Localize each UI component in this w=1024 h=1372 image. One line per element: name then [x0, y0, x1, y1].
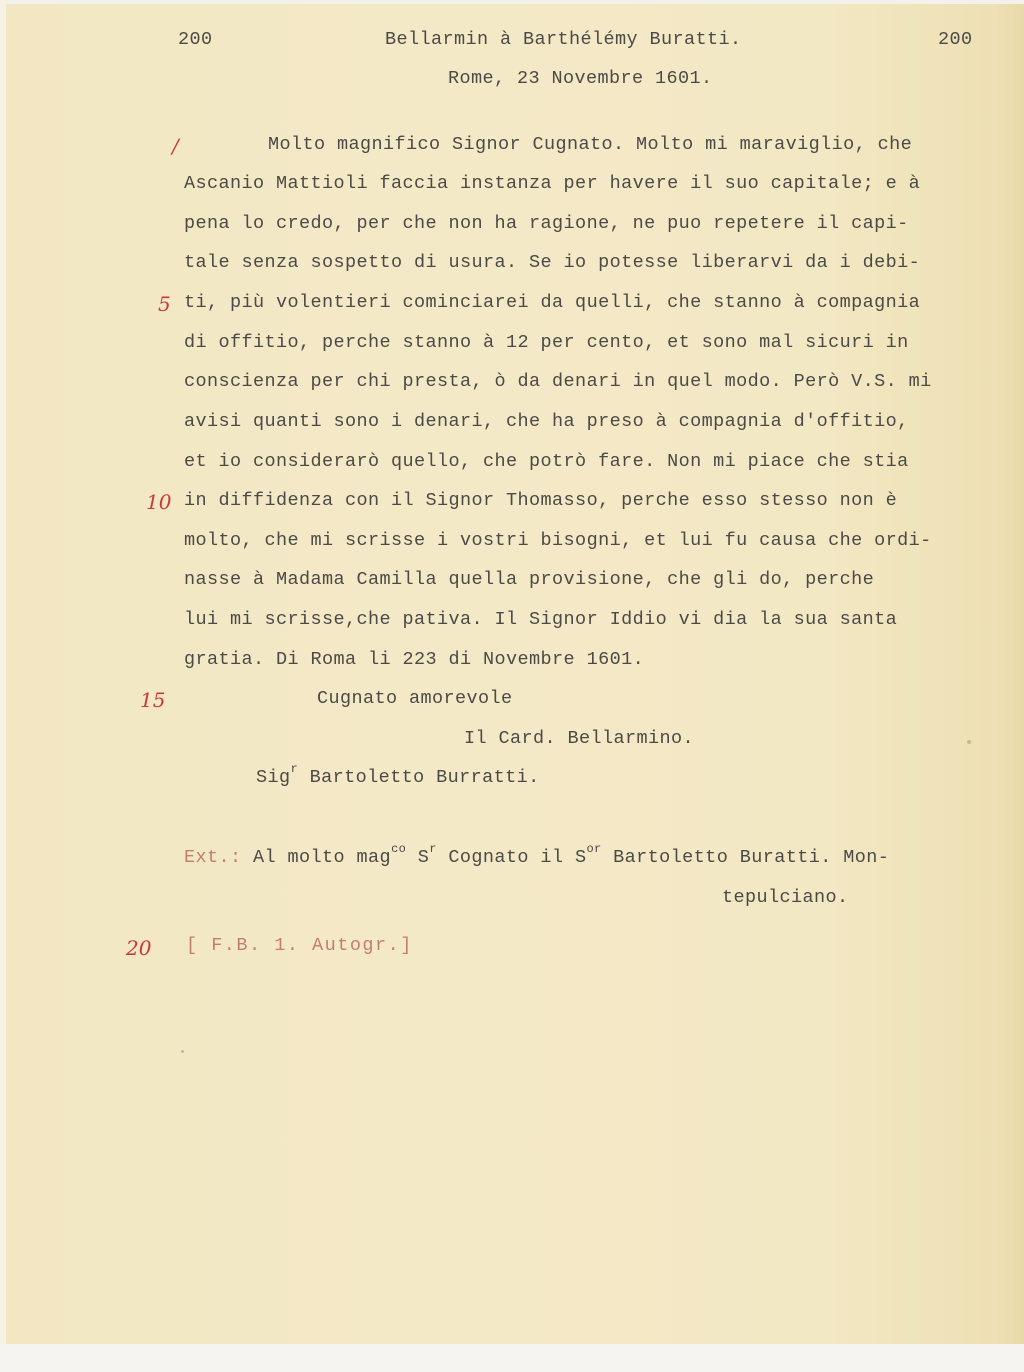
body-line: avisi quanti sono i denari, che ha preso à compagnia d'offitio, — [184, 411, 909, 432]
body-line: Molto magnifico Signor Cugnato. Molto mi maraviglio, che — [268, 134, 913, 155]
body-line: nasse à Madama Camilla quella provisione, che gli do, perche — [184, 569, 875, 590]
signature: Il Card. Bellarmino. — [464, 728, 695, 749]
letter-date: Rome, 23 Novembre 1601. — [448, 68, 713, 89]
body-line: conscienza per chi presta, ò da denari in quel modo. Però V.S. mi — [184, 371, 932, 392]
margin-number-5: 5 — [158, 292, 171, 316]
exterior-superscript: or — [586, 842, 602, 856]
exterior-superscript: co — [391, 842, 407, 856]
addressee-superscript: r — [290, 762, 299, 776]
paper-speck — [967, 740, 971, 744]
exterior-text: Bartoletto Buratti. Mon- — [613, 847, 890, 868]
salutation: Cugnato amorevole — [317, 688, 513, 709]
exterior-superscript: r — [429, 842, 437, 856]
body-line: di offitio, perche stanno à 12 per cento, et sono mal sicuri in — [184, 332, 909, 353]
paper-speck — [181, 1050, 184, 1053]
addressee — [256, 762, 540, 790]
document-title: Bellarmin à Barthélémy Buratti. — [385, 29, 742, 50]
exterior-text: S — [417, 847, 430, 868]
body-line: pena lo credo, per che non ha ragione, ne puo repetere il capi- — [184, 213, 909, 234]
page-number-right: 200 — [938, 29, 973, 50]
body-line: molto, che mi scrisse i vostri bisogni, et lui fu causa che ordi- — [184, 530, 932, 551]
margin-number-10: 10 — [146, 490, 172, 514]
margin-number-1: / — [172, 134, 179, 158]
body-line: gratia. Di Roma li 223 di Novembre 1601. — [184, 649, 645, 670]
exterior-label: Ext.: — [184, 847, 242, 868]
exterior-text: Cognato il S — [448, 847, 587, 868]
source-note: [ F.B. 1. Autogr.] — [186, 935, 413, 956]
margin-number-15: 15 — [140, 688, 166, 712]
body-line: tale senza sospetto di usura. Se io potesse liberarvi da i debi- — [184, 252, 921, 273]
document-page — [6, 4, 1024, 1344]
body-line: et io considerarò quello, che potrò fare. Non mi piace che stia — [184, 451, 909, 472]
exterior-address — [184, 842, 890, 870]
body-line: ti, più volentieri cominciarei da quelli, che stanno à compagnia — [184, 292, 921, 313]
exterior-text: Al molto mag — [253, 847, 392, 868]
margin-number-20: 20 — [126, 936, 152, 960]
body-line: Ascanio Mattioli faccia instanza per havere il suo capitale; e à — [184, 173, 921, 194]
exterior-continuation: tepulciano. — [722, 887, 849, 908]
page-number-left: 200 — [178, 29, 213, 50]
body-line: in diffidenza con il Signor Thomasso, perche esso stesso non è — [184, 490, 898, 511]
body-line: lui mi scrisse,che pativa. Il Signor Iddio vi dia la sua santa — [184, 609, 898, 630]
addressee-prefix: Sig — [256, 767, 291, 788]
addressee-name: Bartoletto Burratti. — [309, 767, 540, 788]
page-bottom-edge — [0, 1344, 1024, 1372]
